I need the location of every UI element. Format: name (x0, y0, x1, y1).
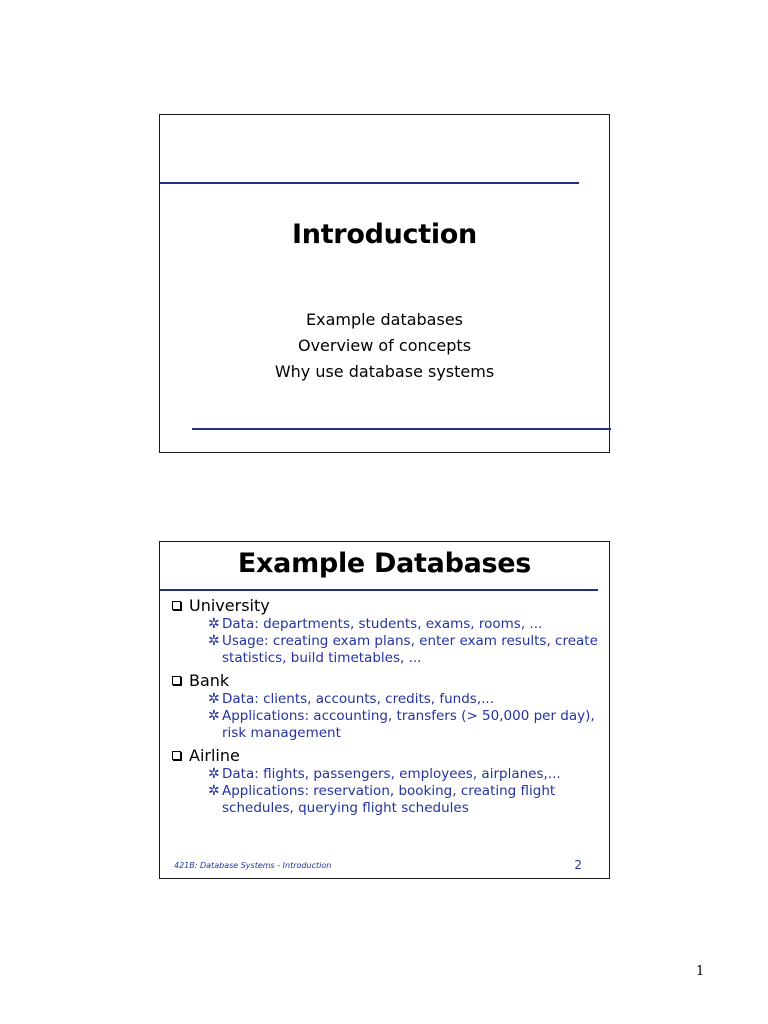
sub-item-text: Data: departments, students, exams, rooms, ... (222, 616, 543, 632)
section-airline (172, 744, 601, 817)
slide-introduction (159, 114, 610, 453)
star-bullet-icon: ✲ (208, 708, 220, 724)
slide-example-databases (159, 541, 610, 879)
subtitle-list (160, 307, 609, 385)
list-item (172, 669, 601, 691)
slide-footer: 421B: Database Systems - Introduction (174, 861, 332, 870)
sub-item (172, 708, 601, 742)
sub-item (172, 783, 601, 817)
sub-item (172, 633, 601, 667)
sub-item (172, 616, 601, 633)
star-bullet-icon: ✲ (208, 633, 220, 649)
section-heading: Airline (189, 745, 240, 765)
star-bullet-icon: ✲ (208, 766, 220, 782)
square-bullet-icon (172, 751, 181, 760)
subtitle-item: Overview of concepts (297, 336, 472, 355)
bullet-content (172, 594, 601, 819)
subtitle-item: Why use database systems (274, 362, 495, 381)
subtitle-item: Example databases (305, 310, 463, 329)
sub-item (172, 766, 601, 783)
sub-item-text: Data: clients, accounts, credits, funds,... (222, 691, 495, 707)
list-item (172, 594, 601, 616)
sub-item-text: Usage: creating exam plans, enter exam results, create statistics, build timetables, ... (222, 633, 598, 666)
star-bullet-icon: ✲ (208, 616, 220, 632)
page-number: 1 (696, 964, 705, 979)
top-rule (160, 182, 579, 184)
sub-item-text: Applications: accounting, transfers (> 50,000 per day), risk management (222, 708, 595, 741)
list-item (172, 744, 601, 766)
star-bullet-icon: ✲ (208, 783, 220, 799)
slide-title: Example Databases (237, 548, 532, 579)
square-bullet-icon (172, 676, 181, 685)
section-heading: University (189, 595, 270, 615)
sub-item (172, 691, 601, 708)
slide-number: 2 (574, 858, 582, 872)
bottom-rule (192, 428, 611, 430)
section-university (172, 594, 601, 667)
sub-item-text: Applications: reservation, booking, creating flight schedules, querying flight schedules (222, 783, 556, 816)
section-bank (172, 669, 601, 742)
title-rule (160, 589, 598, 591)
slide-title: Introduction (292, 219, 477, 250)
square-bullet-icon (172, 601, 181, 610)
star-bullet-icon: ✲ (208, 691, 220, 707)
section-heading: Bank (189, 670, 230, 690)
sub-item-text: Data: flights, passengers, employees, airplanes,... (222, 766, 561, 782)
